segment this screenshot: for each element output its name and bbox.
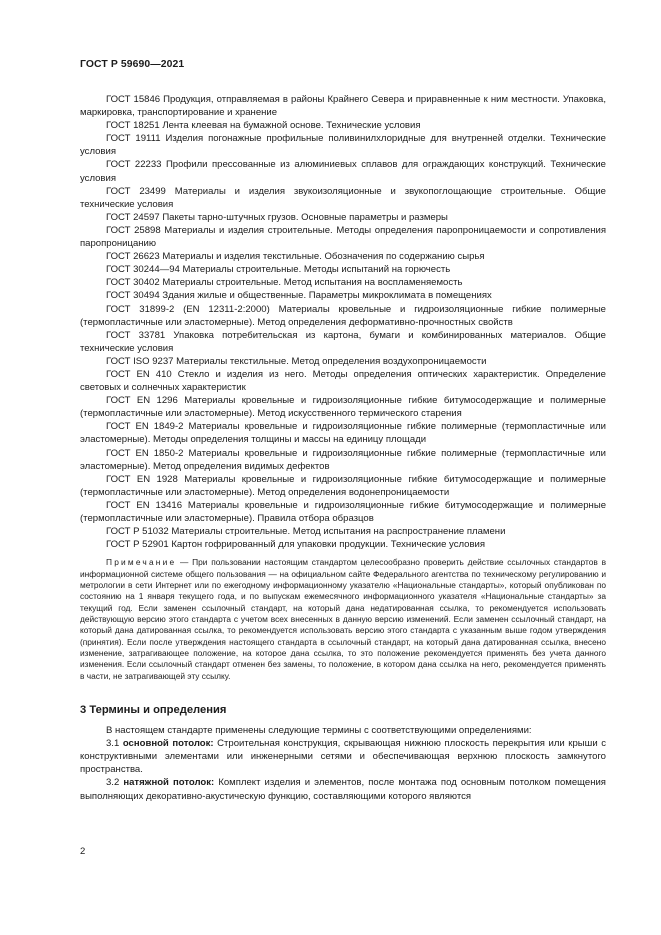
reference-item: ГОСТ 33781 Упаковка потребительская из картона, бумаги и комбинированных материалов. Общие технические условия: [80, 329, 606, 354]
reference-item: ГОСТ EN 410 Стекло и изделия из него. Методы определения оптических характеристик. Определение световых и солнечных характеристик: [80, 368, 606, 394]
reference-item: ГОСТ 18251 Лента клеевая на бумажной основе. Технические условия: [106, 120, 421, 132]
reference-item: ГОСТ 26623 Материалы и изделия текстильные. Обозначения по содержанию сырья: [106, 251, 485, 263]
term-definition: Комплект изделия и элементов, после монтажа под основным потолком помещения выполняющих декоративно-акустическую функцию, составляющими которого являются: [80, 777, 606, 802]
reference-item: ГОСТ 22233 Профили прессованные из алюминиевых сплавов для ограждающих конструкций. Технические условия: [80, 159, 606, 184]
reference-item: ГОСТ 30402 Материалы строительные. Метод испытания на воспламеняемость: [106, 277, 463, 289]
term-entry: [80, 776, 606, 802]
reference-item: ГОСТ 25898 Материалы и изделия строительные. Методы определения паропроницаемости и сопротивления паропроницанию: [80, 224, 606, 250]
term-number: 3.1: [106, 738, 123, 750]
reference-item: ГОСТ EN 1850-2 Материалы кровельные и гидроизоляционные гибкие полимерные (термопластичные или эластомерные). Метод определения видимых дефектов: [80, 447, 606, 472]
term-name: натяжной потолок:: [123, 777, 215, 789]
note-block: [80, 557, 606, 682]
section-heading: 3 Термины и определения: [80, 704, 227, 717]
reference-item: ГОСТ ISO 9237 Материалы текстильные. Метод определения воздухопроницаемости: [106, 355, 487, 367]
term-name: основной потолок:: [122, 738, 214, 750]
reference-item: ГОСТ EN 1928 Материалы кровельные и гидроизоляционные гибкие битумосодержащие и полимерные (термопластичные или эластомерные). Метод определения водонепроницаемости: [80, 473, 606, 498]
reference-item: ГОСТ EN 1296 Материалы кровельные и гидроизоляционные гибкие битумосодержащие и полимерные (термопластичные или эластомерные). Метод искусственного термического старения: [80, 395, 606, 420]
reference-item: ГОСТ 30244—94 Материалы строительные. Методы испытаний на горючесть: [106, 264, 451, 276]
reference-item: ГОСТ 19111 Изделия погонажные профильные поливинилхлоридные для внутренней отделки. Технические условия: [80, 133, 606, 158]
document-body: [80, 93, 606, 803]
reference-item: ГОСТ 24597 Пакеты тарно-штучных грузов. Основные параметры и размеры: [106, 211, 448, 223]
reference-item: ГОСТ Р 52901 Картон гофрированный для упаковки продукции. Технические условия: [106, 539, 486, 551]
reference-item: ГОСТ EN 1849-2 Материалы кровельные и гидроизоляционные гибкие полимерные (термопластичные или эластомерные). Методы определения толщины и массы на единицу площади: [80, 421, 606, 446]
term-definition: Строительная конструкция, скрывающая нижнюю плоскость перекрытия или крыши с конструктивными элементами или инженерными сетями и обеспечивающая верхнюю плоскость замкнутого пространства.: [80, 738, 606, 776]
reference-item: ГОСТ 31899-2 (EN 12311-2:2000) Материалы кровельные и гидроизоляционные гибкие полимерные (термопластичные или эластомерные). Метод определения деформативно-прочностных свойств: [80, 303, 606, 328]
reference-item: ГОСТ 30494 Здания жилые и общественные. Параметры микроклимата в помещениях: [106, 290, 492, 302]
term-number: 3.2: [106, 777, 124, 789]
section-intro: В настоящем стандарте применены следующие термины с соответствующими определениями:: [106, 725, 532, 737]
reference-item: ГОСТ Р 51032 Материалы строительные. Метод испытания на распространение пламени: [106, 526, 506, 538]
page-number: 2: [80, 846, 86, 857]
normative-references-list: [80, 93, 606, 551]
note-text: — При пользовании настоящим стандартом целесообразно проверить действие ссылочных стандартов в информационной системе общего пользования — на официальном сайте Федерального агентства по техническому регулированию и метрологии в сети Интернет или по ежегодному информационному указателю «Национальные стандарты», который опубликован по состоянию на 1 января текущего года, и по выпускам ежемесячного информационного указателя «Национальные стандарты» за текущий год. Если заменен ссылочный стандарт, на который дана недатированная ссылка, то рекомендуется использовать действующую версию этого стандарта с учетом всех внесенных в данную версию изменений. Если заменен ссылочный стандарт, на который дана датированная ссылка, то рекомендуется использовать версию этого стандарта с указанным выше годом утверждения (принятия). Если после утверждения настоящего стандарта в ссылочный стандарт, на который дана датированная ссылка, внесено изменение, затрагивающее положение, на которое дана ссылка, то это положение рекомендуется применять без учета данного изменения. Если ссылочный стандарт отменен без замены, то положение, в котором дана ссылка на него, рекомендуется применять в части, не затрагивающей эту ссылку.: [80, 557, 606, 681]
reference-item: ГОСТ 23499 Материалы и изделия звукоизоляционные и звукопоглощающие строительные. Общие технические условия: [80, 185, 606, 210]
note-label: Примечание: [106, 557, 177, 568]
document-header-id: ГОСТ Р 59690—2021: [80, 59, 185, 70]
reference-item: ГОСТ 15846 Продукция, отправляемая в районы Крайнего Севера и приравненные к ним местности. Упаковка, маркировка, транспортирование и хранение: [80, 94, 606, 119]
term-entry: [80, 737, 606, 776]
reference-item: ГОСТ EN 13416 Материалы кровельные и гидроизоляционные гибкие битумосодержащие и полимерные (термопластичные или эластомерные). Правила отбора образцов: [80, 499, 606, 524]
